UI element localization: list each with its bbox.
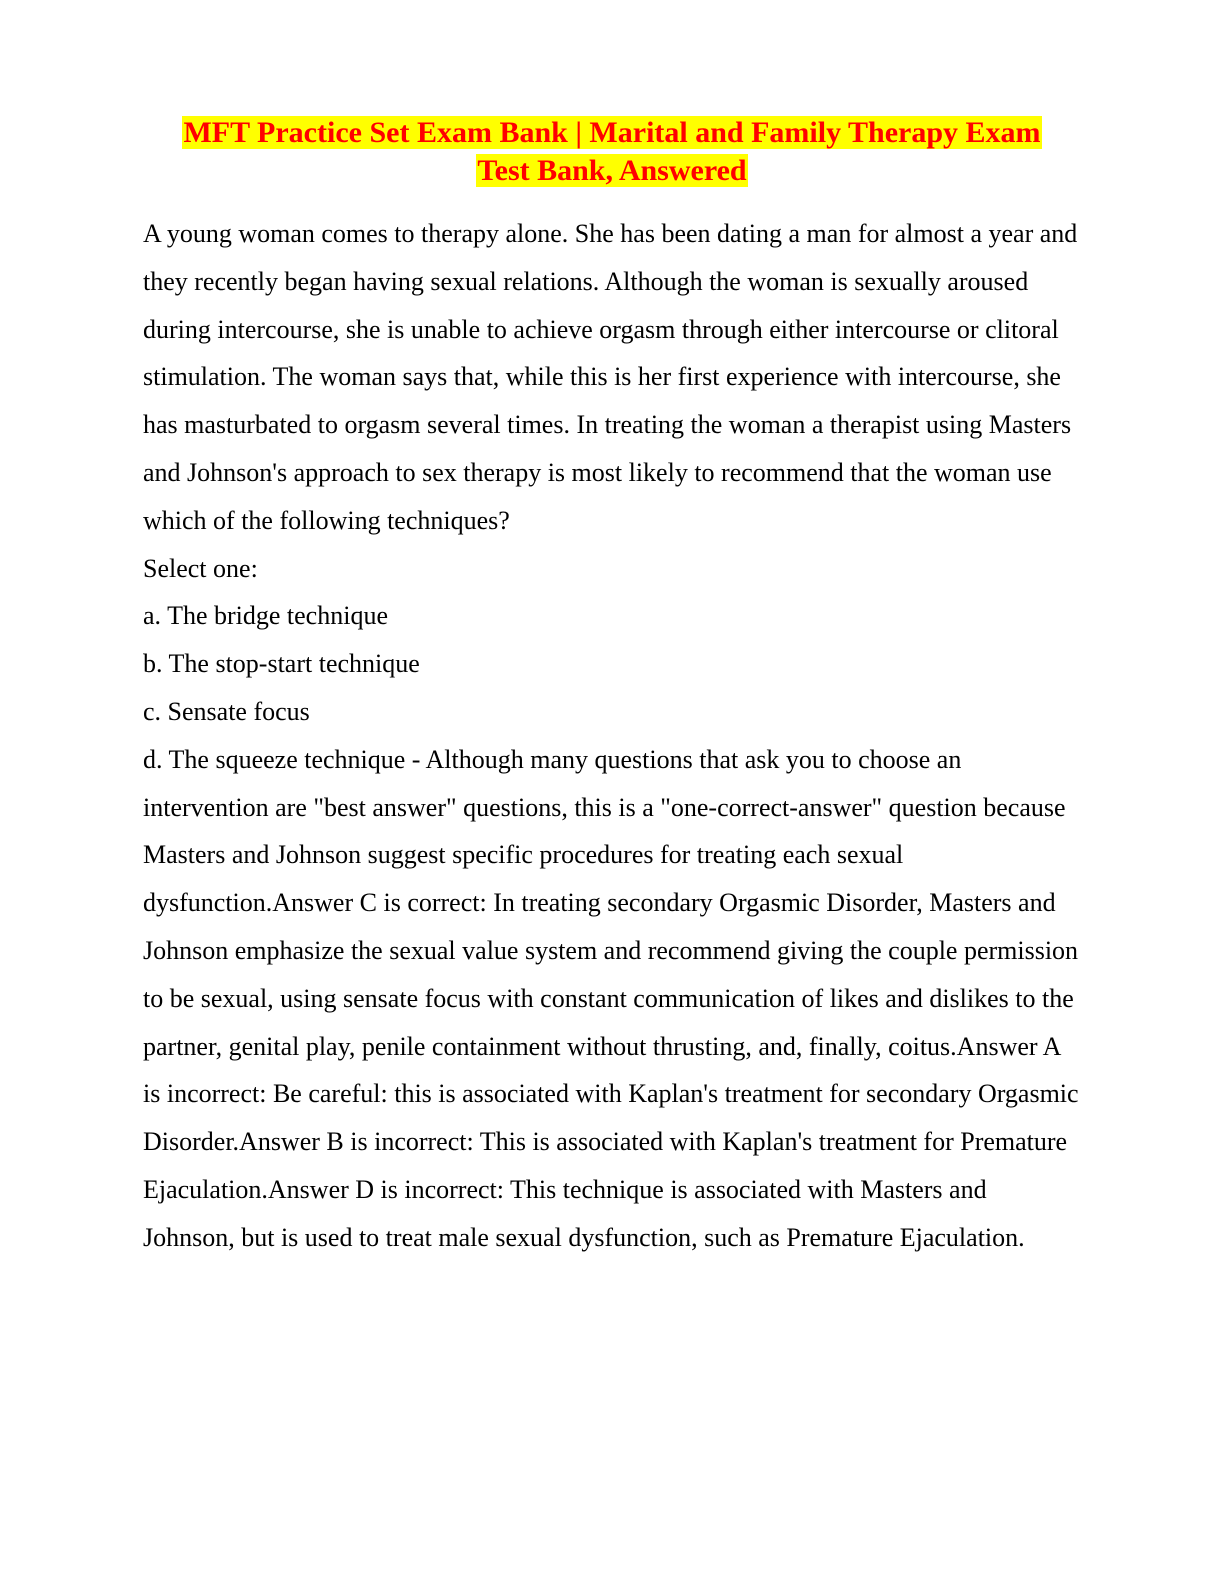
select-prompt: Select one: bbox=[143, 553, 258, 583]
question-text: A young woman comes to therapy alone. She has been dating a man for almost a year and they recently began having sexual relations. Although the woman is sexually aroused during intercourse, she is unable to achieve orgasm through either intercourse or clitoral stimulation. The woman says that, while this is her first experience with intercourse, she has masturbated to orgasm several times. In treating the woman a therapist using Masters and Johnson's approach to sex therapy is most likely to recommend that the woman use which of the following techniques? bbox=[143, 219, 1078, 535]
title-line-2: Test Bank, Answered bbox=[477, 154, 747, 187]
option-a: a. The bridge technique bbox=[143, 601, 388, 631]
document-title bbox=[120, 114, 1104, 190]
option-b: b. The stop-start technique bbox=[143, 649, 420, 679]
question-body bbox=[143, 210, 1083, 1262]
option-d-with-explanation: d. The squeeze technique - Although many questions that ask you to choose an intervention are "best answer" questions, this is a "one-correct-answer" question because Masters and Johnson suggest specific procedures for treating each sexual dysfunction.Answer C is correct: In treating secondary Orgasmic Disorder, Masters and Johnson emphasize the sexual value system and recommend giving the couple permission to be sexual, using sensate focus with constant communication of likes and dislikes to the partner, genital play, penile containment without thrusting, and, finally, coitus.Answer A is incorrect: Be careful: this is associated with Kaplan's treatment for secondary Orgasmic Disorder.Answer B is incorrect: This is associated with Kaplan's treatment for Premature Ejaculation.Answer D is incorrect: This technique is associated with Masters and Johnson, but is used to treat male sexual dysfunction, such as Premature Ejaculation. bbox=[143, 744, 1079, 1252]
title-line-1: MFT Practice Set Exam Bank | Marital and Family Therapy Exam bbox=[183, 116, 1041, 149]
option-c: c. Sensate focus bbox=[143, 696, 310, 726]
